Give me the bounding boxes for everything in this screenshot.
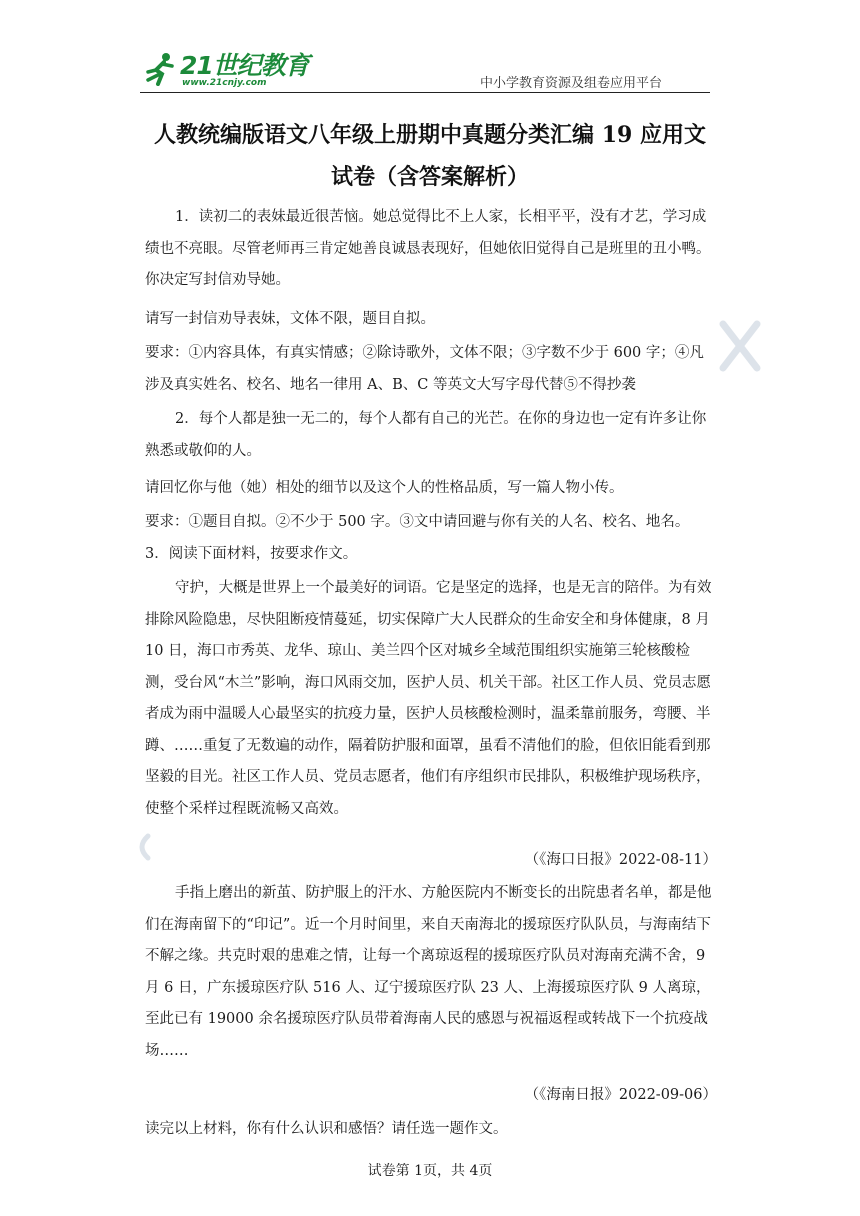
question-3-task: 读完以上材料，你有什么认识和感悟？请任选一题作文。 xyxy=(145,1121,508,1137)
question-3-intro: 3．阅读下面材料，按要求作文。 xyxy=(145,546,358,562)
question-2-text: 2．每个人都是独一无二的，每个人都有自己的光芒。在你的身边也一定有许多让你熟悉或敬仰的人。 xyxy=(145,411,707,459)
question-3-source-2: （《海南日报》2022-09-06） xyxy=(524,1087,717,1103)
question-2-task: 请回忆你与他（她）相处的细节以及这个人的性格品质，写一篇人物小传。 xyxy=(145,480,624,496)
question-3-source-1: （《海口日报》2022-08-11） xyxy=(524,852,717,868)
question-3-material-2: 手指上磨出的新茧、防护服上的汗水、方舱医院内不断变长的出院患者名单，都是他们在海南留下的“印记”。近一个月时间里，来自天南海北的援琼医疗队队员，与海南结下不解之缘。共克时艰的患难之情，让每一个离琼返程的援琼医疗队员对海南充满不舍，9 月 6 日，广东援琼医疗队 516 人、辽宁援琼医疗队 23 人、上海援琼医疗队 9 人离琼，至此已有 19000 余名援琼医疗队员带着海南人民的感恩与祝福返程或转战下一个抗疫战场…… xyxy=(145,885,712,1059)
question-3-material-1: 守护，大概是世界上一个最美好的词语。它是坚定的选择，也是无言的陪伴。为有效排除风险隐患，尽快阻断疫情蔓延，切实保障广大人民群众的生命安全和身体健康，8 月 10 日，海口市秀英、龙华、琼山、美兰四个区对城乡全域范围组织实施第三轮核酸检测，受台风“木兰”影响，海口风雨交加，医护人员、机关干部。社区工作人员、党员志愿者成为雨中温暖人心最坚实的抗疫力量，医护人员核酸检测时，温柔靠前服务，弯腰、半蹲、……重复了无数遍的动作，隔着防护服和面罩，虽看不清他们的脸，但依旧能看到那坚毅的目光。社区工作人员、党员志愿者，他们有序组织市民排队，积极维护现场秩序，使整个采样过程既流畅又高效。 xyxy=(145,580,712,817)
document-title-line2: 试卷（含答案解析） xyxy=(330,164,529,190)
watermark-x-icon xyxy=(715,316,765,376)
watermark-arc-icon xyxy=(132,832,152,862)
logo-text: 21世纪教育 xyxy=(180,51,309,80)
document-title-line1: 人教统编版语文八年级上册期中真题分类汇编 19 应用文 xyxy=(154,122,706,148)
question-1-task: 请写一封信劝导表妹，文体不限，题目自拟。 xyxy=(145,311,435,327)
runner-logo-icon xyxy=(142,52,176,86)
page-footer: 试卷第 1页，共 4页 xyxy=(367,1163,493,1179)
logo-url: www.21cnjy.com xyxy=(182,78,267,88)
question-1-text: 1．读初二的表妹最近很苦恼。她总觉得比不上人家，长相平平，没有才艺，学习成绩也不亮眼。尽管老师再三肯定她善良诚恳表现好，但她依旧觉得自己是班里的丑小鸭。你决定写封信劝导她。 xyxy=(145,209,711,288)
platform-name: 中小学教育资源及组卷应用平台 xyxy=(479,76,662,91)
question-2-requirements: 要求：①题目自拟。②不少于 500 字。③文中请回避与你有关的人名、校名、地名。 xyxy=(145,514,690,530)
question-1-requirements: 要求：①内容具体，有真实情感；②除诗歌外，文体不限；③字数不少于 600 字；④凡涉及真实姓名、校名、地名一律用 A、B、C 等英文大写字母代替⑤不得抄袭 xyxy=(145,345,704,393)
logo xyxy=(140,46,320,90)
page-header xyxy=(140,42,710,93)
